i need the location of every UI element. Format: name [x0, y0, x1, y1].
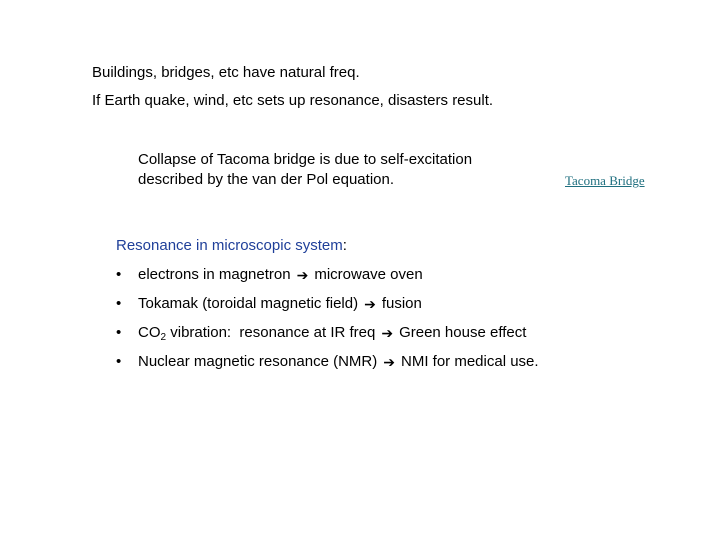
tacoma-bridge-link[interactable]: Tacoma Bridge [565, 173, 645, 188]
intro-line-2: If Earth quake, wind, etc sets up resonance, disasters result. [92, 92, 494, 109]
item-cause-subscript: 2 [160, 332, 167, 343]
item-cause: electrons in magnetron [138, 266, 291, 283]
list-item [116, 295, 539, 324]
tacoma-description-line-1: Collapse of Tacoma bridge is due to self-excitation [138, 151, 473, 168]
item-effect: microwave oven [314, 266, 423, 283]
item-cause [138, 324, 375, 347]
arrow-right-icon: ➔ [381, 325, 394, 341]
list-item [116, 266, 539, 295]
list-item [116, 353, 539, 382]
intro-line-1: Buildings, bridges, etc have natural freq. [92, 64, 360, 81]
item-cause-suffix: vibration: resonance at IR freq [166, 324, 376, 341]
tacoma-description [138, 150, 472, 190]
tacoma-description-line-2: described by the van der Pol equation. [138, 171, 395, 188]
item-cause: Nuclear magnetic resonance (NMR) [138, 353, 378, 370]
item-cause-prefix: CO [138, 324, 161, 341]
item-effect: Green house effect [399, 324, 527, 341]
bullet-icon: • [116, 324, 122, 341]
item-effect: NMI for medical use. [401, 353, 539, 370]
resonance-heading-colon: : [342, 237, 347, 254]
arrow-right-icon: ➔ [296, 267, 309, 283]
list-item [116, 324, 539, 353]
item-cause: Tokamak (toroidal magnetic field) [138, 295, 359, 312]
resonance-list [116, 266, 539, 382]
arrow-right-icon: ➔ [383, 354, 395, 370]
resonance-heading [116, 237, 347, 254]
item-effect: fusion [381, 295, 422, 312]
bullet-icon: • [116, 266, 122, 283]
bullet-icon: • [116, 295, 122, 312]
bullet-icon: • [116, 353, 122, 370]
arrow-right-icon: ➔ [364, 296, 376, 312]
resonance-heading-text: Resonance in microscopic system [116, 237, 343, 254]
